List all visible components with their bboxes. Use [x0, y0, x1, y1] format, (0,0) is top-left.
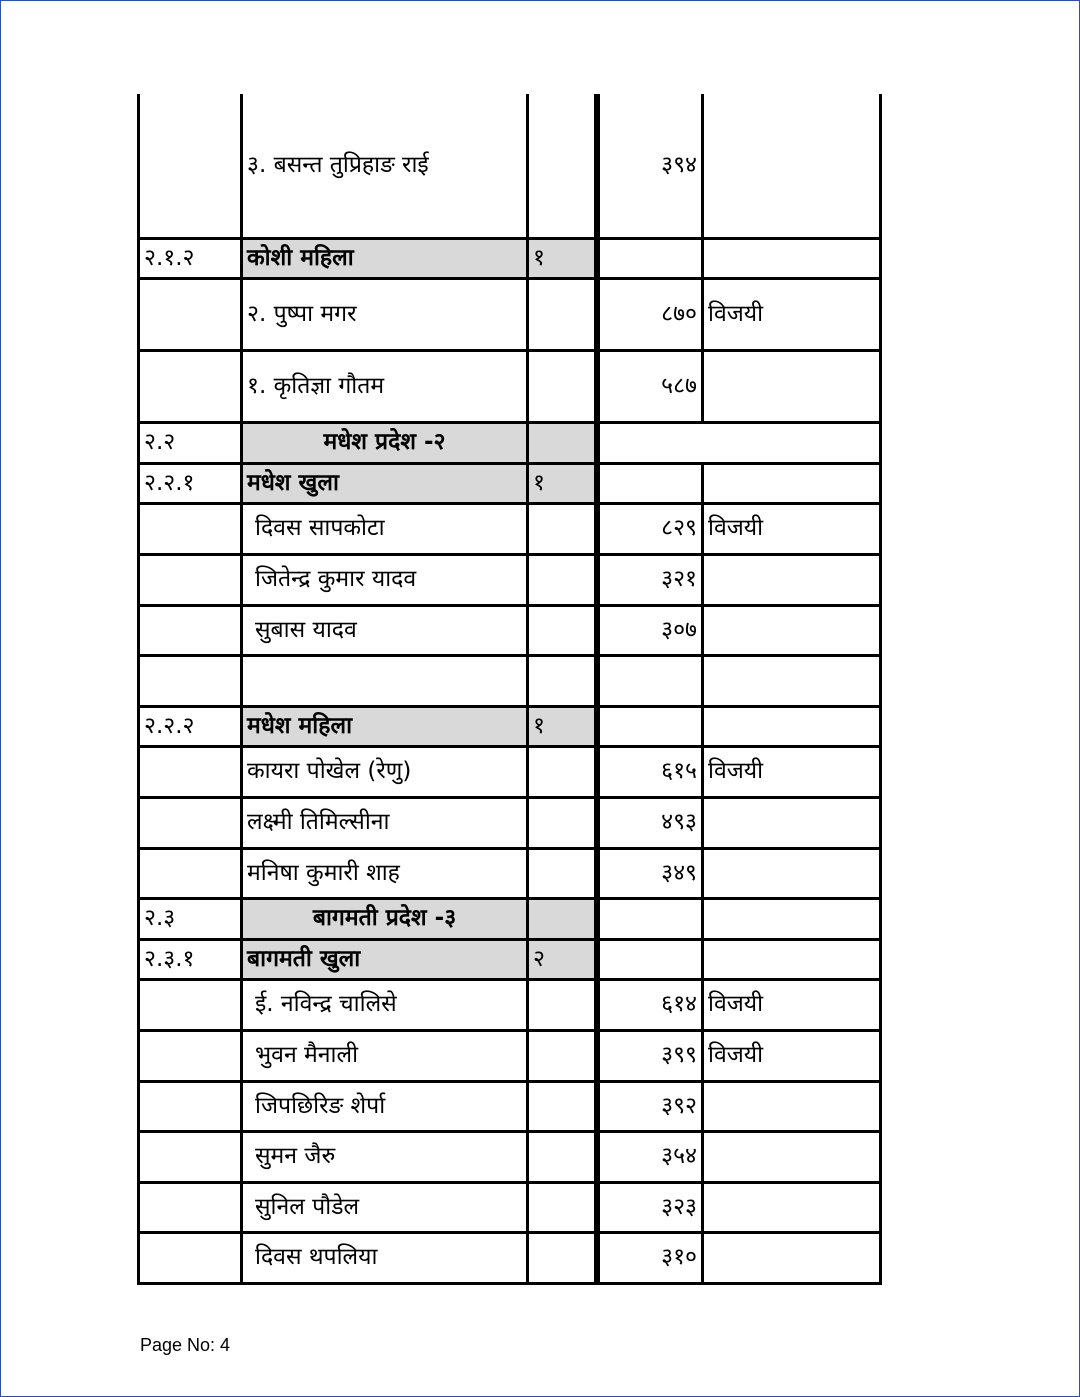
table-row [139, 939, 881, 979]
candidate-name: २. पुष्पा मगर [242, 278, 528, 350]
vote-count: ८२९ [599, 503, 703, 554]
result-cell: विजयी [703, 278, 881, 350]
candidate-name: सुमन जैरु [242, 1131, 528, 1182]
seats-cell [528, 503, 596, 554]
seats-cell: १ [528, 238, 596, 278]
vote-count: ६१४ [599, 979, 703, 1030]
candidate-name: ३. बसन्त तुप्रिहाङ राई [242, 94, 528, 238]
row-code [139, 1182, 242, 1232]
vote-count [599, 463, 703, 503]
result-cell [703, 1131, 881, 1182]
table-row [139, 605, 881, 655]
result-cell [703, 939, 881, 979]
result-cell [703, 94, 881, 238]
result-cell [703, 350, 881, 422]
candidate-name: १. कृतिज्ञा गौतम [242, 350, 528, 422]
province-title: बागमती प्रदेश -३ [242, 898, 528, 939]
seats-cell [528, 278, 596, 350]
row-code: २.३ [139, 898, 242, 939]
vote-count: ३१० [599, 1232, 703, 1283]
table-row [139, 1232, 881, 1283]
result-cell [703, 706, 881, 746]
result-cell: विजयी [703, 746, 881, 797]
result-cell [703, 1081, 881, 1131]
candidate-name: भुवन मैनाली [242, 1030, 528, 1081]
table-row [139, 1030, 881, 1081]
row-code [139, 746, 242, 797]
result-cell [703, 605, 881, 655]
table-row [139, 655, 881, 706]
table-row [139, 898, 881, 939]
table-row [139, 1131, 881, 1182]
row-code [139, 278, 242, 350]
table-row [139, 503, 881, 554]
vote-count: ३९९ [599, 1030, 703, 1081]
result-cell [703, 848, 881, 898]
election-results-table [137, 94, 882, 1285]
seats-cell [528, 605, 596, 655]
table-row [139, 422, 881, 463]
result-cell [703, 655, 881, 706]
category-title: कोशी महिला [242, 238, 528, 278]
result-cell [703, 463, 881, 503]
candidate-name [242, 655, 528, 706]
seats-cell: २ [528, 939, 596, 979]
vote-count: ८७० [599, 278, 703, 350]
seats-cell [528, 1081, 596, 1131]
candidate-name: दिवस सापकोटा [242, 503, 528, 554]
vote-count: ३४९ [599, 848, 703, 898]
result-cell [703, 898, 881, 939]
vote-count: ३९४ [599, 94, 703, 238]
result-cell: विजयी [703, 503, 881, 554]
seats-cell [528, 655, 596, 706]
result-cell [703, 238, 881, 278]
vote-count [599, 939, 703, 979]
seats-cell [528, 898, 596, 939]
table-row [139, 1182, 881, 1232]
row-code: २.२.२ [139, 706, 242, 746]
category-title: मधेश महिला [242, 706, 528, 746]
category-title: बागमती खुला [242, 939, 528, 979]
row-code: २.२.१ [139, 463, 242, 503]
row-code [139, 655, 242, 706]
seats-cell [528, 797, 596, 848]
table-row [139, 554, 881, 605]
vote-count: ३२३ [599, 1182, 703, 1232]
row-code [139, 554, 242, 605]
seats-cell [528, 979, 596, 1030]
table-row [139, 238, 881, 278]
seats-cell [528, 746, 596, 797]
result-cell: विजयी [703, 1030, 881, 1081]
vote-count: ३०७ [599, 605, 703, 655]
result-cell [703, 554, 881, 605]
seats-cell: १ [528, 463, 596, 503]
seats-cell [528, 1182, 596, 1232]
row-code [139, 1131, 242, 1182]
vote-count: ३९२ [599, 1081, 703, 1131]
category-title: मधेश खुला [242, 463, 528, 503]
row-code [139, 605, 242, 655]
table-row [139, 746, 881, 797]
vote-count: ३२१ [599, 554, 703, 605]
row-code [139, 503, 242, 554]
row-code [139, 797, 242, 848]
candidate-name: मनिषा कुमारी शाह [242, 848, 528, 898]
candidate-name: जितेन्द्र कुमार यादव [242, 554, 528, 605]
table-row [139, 463, 881, 503]
candidate-name: सुबास यादव [242, 605, 528, 655]
vote-count [599, 706, 703, 746]
row-code: २.१.२ [139, 238, 242, 278]
seats-cell: १ [528, 706, 596, 746]
table-row [139, 848, 881, 898]
row-code [139, 1030, 242, 1081]
result-cell [703, 1182, 881, 1232]
row-code [139, 94, 242, 238]
table-row [139, 706, 881, 746]
result-cell [703, 1232, 881, 1283]
seats-cell [528, 554, 596, 605]
vote-count [599, 238, 703, 278]
candidate-name: लक्ष्मी तिमिल्सीना [242, 797, 528, 848]
table-row [139, 797, 881, 848]
table-row [139, 979, 881, 1030]
row-code: २.३.१ [139, 939, 242, 979]
seats-cell [528, 422, 596, 463]
table-row [139, 278, 881, 350]
seats-cell [528, 94, 596, 238]
page-number: Page No: 4 [140, 1335, 231, 1355]
candidate-name: दिवस थपलिया [242, 1232, 528, 1283]
vote-count: ४९३ [599, 797, 703, 848]
table-row [139, 350, 881, 422]
row-code [139, 1081, 242, 1131]
candidate-name: कायरा पोखेल (रेणु) [242, 746, 528, 797]
vote-count [599, 422, 881, 463]
table-row [139, 94, 881, 238]
vote-count: ६१५ [599, 746, 703, 797]
row-code [139, 848, 242, 898]
row-code [139, 979, 242, 1030]
row-code: २.२ [139, 422, 242, 463]
row-code [139, 350, 242, 422]
candidate-name: ई. नविन्द्र चालिसे [242, 979, 528, 1030]
candidate-name: जिपछिरिङ शेर्पा [242, 1081, 528, 1131]
seats-cell [528, 848, 596, 898]
vote-count: ५८७ [599, 350, 703, 422]
seats-cell [528, 350, 596, 422]
row-code [139, 1232, 242, 1283]
result-cell [703, 797, 881, 848]
seats-cell [528, 1232, 596, 1283]
province-title: मधेश प्रदेश -२ [242, 422, 528, 463]
vote-count: ३५४ [599, 1131, 703, 1182]
seats-cell [528, 1131, 596, 1182]
vote-count [599, 898, 703, 939]
table-row [139, 1081, 881, 1131]
vote-count [599, 655, 703, 706]
result-cell: विजयी [703, 979, 881, 1030]
seats-cell [528, 1030, 596, 1081]
candidate-name: सुनिल पौडेल [242, 1182, 528, 1232]
